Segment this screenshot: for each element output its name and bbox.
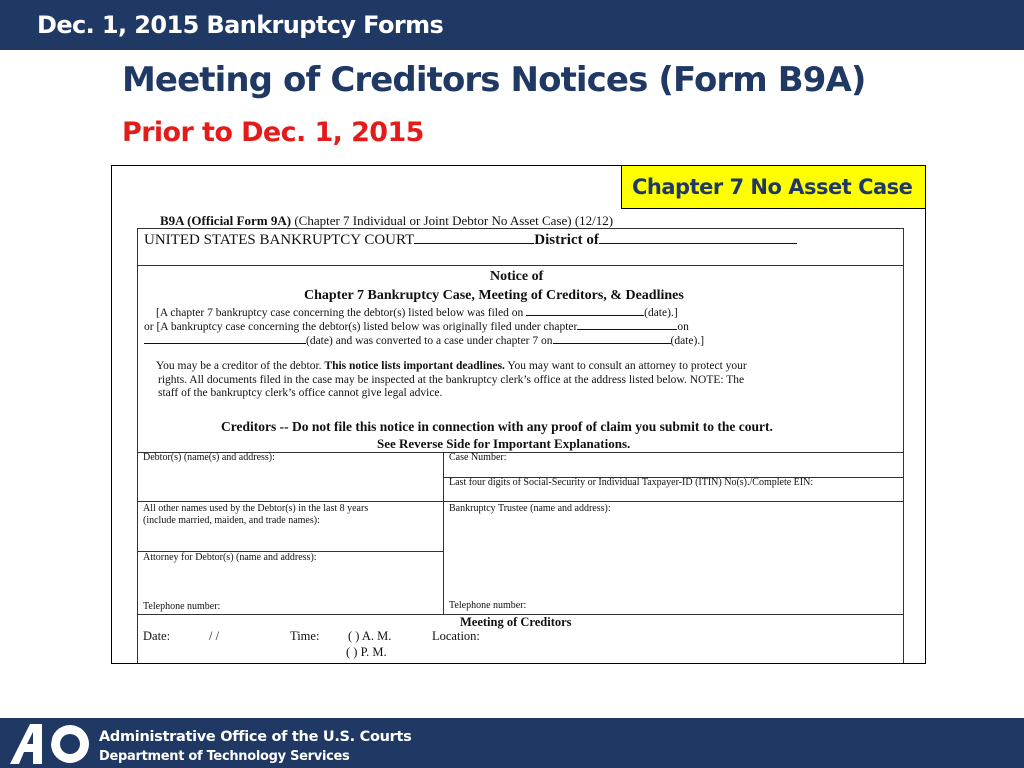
filed-line-1: [A chapter 7 bankruptcy case concerning the debtor(s) listed below was filed on (date).]: [156, 304, 678, 319]
date-slashes: / /: [209, 629, 220, 643]
am-field: ( ) A. M.: [348, 629, 392, 643]
creditor-paragraph-line-1: You may be a creditor of the debtor. This notice lists important deadlines. You may want to consult an attorney to protect your: [156, 360, 747, 372]
header-title: Dec. 1, 2015 Bankruptcy Forms: [37, 11, 444, 39]
attorney-label: Attorney for Debtor(s) (name and address):: [143, 552, 317, 563]
ao-logo-icon: [8, 722, 94, 766]
creditor-paragraph-line-3: staff of the bankruptcy clerk’s office cannot give legal advice.: [158, 387, 443, 399]
form-description: (Chapter 7 Individual or Joint Debtor No Asset Case) (12/12): [291, 213, 614, 228]
debtor-label: Debtor(s) (name(s) and address):: [143, 452, 275, 463]
ssn-label: Last four digits of Social-Security or Individual Taxpayer-ID (ITIN) No(s)./Complete EIN:: [449, 477, 814, 488]
other-names-label-2: (include married, maiden, and trade names):: [143, 515, 320, 526]
telephone-left-label: Telephone number:: [143, 601, 221, 612]
divider: [138, 265, 903, 266]
footer-bar: [0, 718, 1024, 768]
footer-department: Department of Technology Services: [99, 749, 350, 764]
reverse-side-note: See Reverse Side for Important Explanations.: [377, 436, 631, 451]
pm-field: ( ) P. M.: [346, 645, 387, 659]
district-label: District of: [534, 232, 599, 248]
chapter7-callout: [621, 165, 926, 209]
other-names-label-1: All other names used by the Debtor(s) in the last 8 years: [143, 503, 369, 514]
creditors-warning: Creditors -- Do not file this notice in connection with any proof of claim you submit to the court.: [221, 419, 773, 434]
form-id: B9A (Official Form 9A): [160, 213, 292, 228]
trustee-label: Bankruptcy Trustee (name and address):: [449, 503, 611, 514]
telephone-right-label: Telephone number:: [449, 600, 527, 611]
divider: [138, 501, 903, 502]
callout-label: Chapter 7 No Asset Case: [632, 175, 913, 199]
form-b9a-image: [111, 165, 926, 664]
divider: [443, 452, 444, 614]
footer-organization: Administrative Office of the U.S. Courts: [99, 729, 412, 745]
location-label: Location:: [432, 629, 480, 643]
case-number-label: Case Number:: [449, 452, 507, 463]
date-label: Date:: [143, 629, 171, 643]
filed-line-2: or [A bankruptcy case concerning the debtor(s) listed below was originally filed under chapter on: [144, 318, 689, 333]
court-name: UNITED STATES BANKRUPTCY COURT: [144, 232, 415, 248]
meeting-of-creditors-title: Meeting of Creditors: [460, 615, 572, 629]
notice-title: Chapter 7 Bankruptcy Case, Meeting of Creditors, & Deadlines: [304, 288, 684, 303]
court-line: [144, 232, 797, 249]
slide-title: Meeting of Creditors Notices (Form B9A): [122, 60, 866, 100]
form-header: [160, 213, 613, 229]
filed-line-3: (date) and was converted to a case under chapter 7 on (date).]: [144, 332, 704, 347]
time-label: Time:: [290, 629, 320, 643]
slide-subtitle: Prior to Dec. 1, 2015: [122, 117, 424, 148]
header-bar: [0, 0, 1024, 50]
notice-of: Notice of: [490, 269, 544, 284]
creditor-paragraph-line-2: rights. All documents filed in the case may be inspected at the bankruptcy clerk’s office at the address listed below. NOTE: The: [158, 374, 745, 386]
